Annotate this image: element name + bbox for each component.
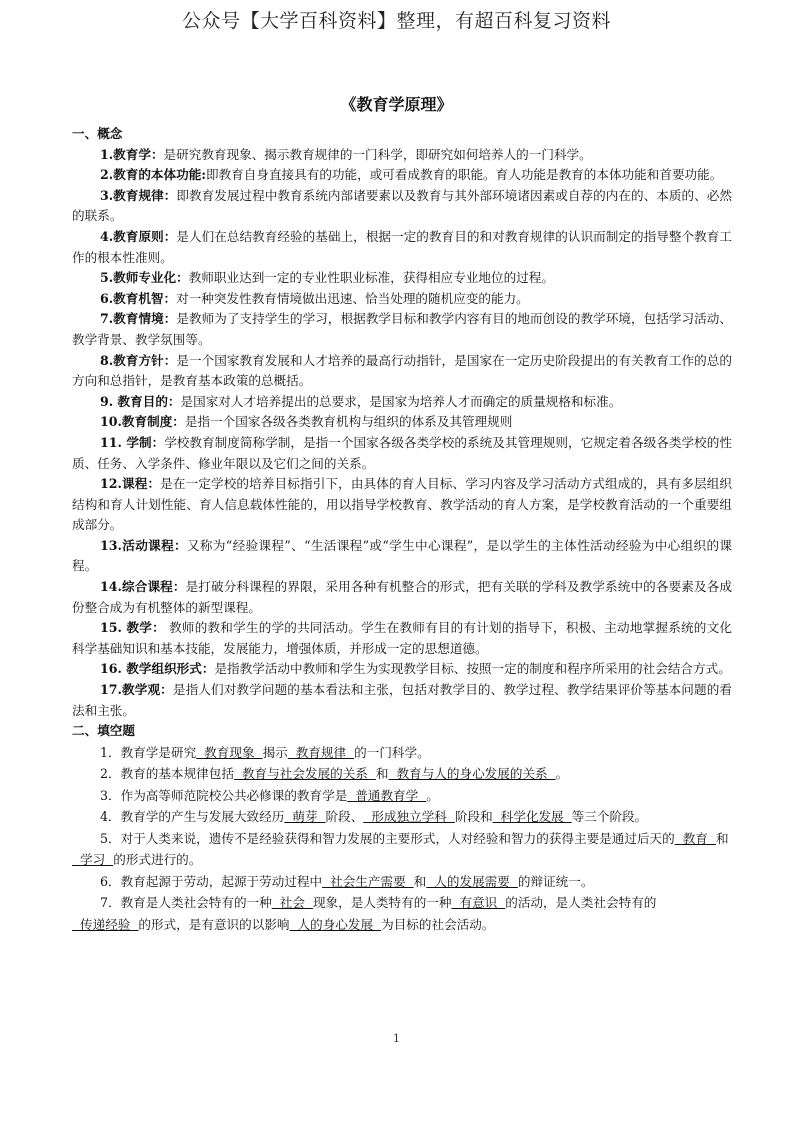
definition-separator: ：	[150, 146, 164, 162]
question-text: 6．教育起源于劳动，起源于劳动过程中	[100, 873, 323, 889]
fill-blank-question	[72, 763, 732, 785]
definition-text: 是在一定学校的培养目标指引下，由具体的育人目标、学习内容及学习活动方式组成的，具有多层组织结构和育人计划性能、育人信息载体性能的，用以指导学校教育、教学活动的育人方案，是学校教育活动的一个重要组成部分。	[72, 476, 733, 533]
definition-separator: ：	[172, 414, 185, 430]
definition-term: 4.教育原则	[100, 228, 164, 244]
question-text: 1．教育学是研究	[100, 744, 197, 760]
document-title: 《教育学原理》	[340, 95, 453, 114]
fill-blank-question	[72, 828, 732, 871]
definition-term: 3.教育规律	[100, 187, 164, 203]
answer-blank: 教育与社会发展的关系	[233, 766, 376, 782]
definition-item	[72, 433, 732, 474]
answer-blank: 科学化发展	[492, 809, 572, 825]
definition-item	[72, 186, 732, 227]
answer-blank: 人的身心发展	[289, 916, 382, 932]
page-number: 1	[393, 1032, 400, 1045]
answer-blank: 社会	[271, 895, 313, 911]
question-text: 的一门科学。	[354, 744, 430, 760]
question-text: 的形式，是有意识的以影响	[138, 916, 290, 932]
definition-term: 10.教育制度	[100, 414, 173, 430]
definition-separator: ：	[174, 537, 187, 553]
answer-blank: 学习	[72, 852, 114, 868]
definition-term: 8.教育方针	[100, 352, 164, 368]
definition-separator: ：	[160, 682, 173, 698]
definition-term: 12.课程	[100, 476, 148, 492]
definition-separator: ：	[163, 290, 177, 306]
question-text: 阶段、	[325, 809, 364, 825]
definition-text: 即教育自身直接具有的功能，或可看成教育的职能。育人功能是教育的本体功能和首要功能。	[205, 167, 723, 183]
definition-term: 11. 学制	[100, 434, 152, 450]
answer-blank: 教育现象	[196, 744, 263, 760]
definition-item	[72, 289, 732, 310]
definition-term: 16. 教学组织形式	[100, 661, 202, 677]
definition-term: 13.活动课程	[100, 537, 175, 553]
fill-blank-question	[72, 785, 732, 807]
definition-text: 教师职业达到一定的专业性职业标准，获得相应专业地位的过程。	[188, 270, 554, 286]
answer-blank: 普通教育学	[347, 787, 427, 803]
answer-blank: 教育与人的身心发展的关系	[388, 766, 556, 782]
answer-blank: 社会生产需要	[322, 873, 414, 889]
definition-text: 是一个国家教育发展和人才培养的最高行动指针，是国家在一定历史阶段提出的有关教育工作的总的方向和总指针，是教育基本政策的总概括。	[72, 352, 733, 389]
question-text: 的活动，是人类社会特有的	[505, 895, 657, 911]
answer-blank: 形成独立学科	[363, 809, 455, 825]
definition-item	[72, 536, 732, 577]
definition-term: 7.教育情境	[100, 311, 164, 327]
definition-separator: ：	[163, 311, 177, 327]
fill-blank-question	[72, 806, 732, 828]
definition-term: 17.教学观	[100, 682, 161, 698]
definition-item	[72, 165, 732, 186]
question-text: 。	[555, 766, 569, 782]
answer-blank: 教育规律	[287, 744, 355, 760]
question-text: 等三个阶段。	[571, 809, 648, 825]
question-text: 的辩证统一。	[517, 873, 594, 889]
definition-item	[72, 268, 732, 289]
definition-text: 又称为“经验课程”、“生活课程”或“学生中心课程”，是以学生的主体性活动经验为中心组织的课程。	[72, 537, 733, 574]
definition-term: 14.综合课程	[100, 579, 173, 595]
definition-separator: ：	[163, 228, 177, 244]
definition-separator: ：	[201, 661, 215, 677]
definition-item	[72, 412, 732, 433]
definition-separator: ：	[172, 579, 186, 595]
answer-blank: 传递经验	[72, 916, 139, 932]
definition-text: 是指人们对教学问题的基本看法和主张，包括对教学目的、教学过程、教学结果评价等基本问题的看法和主张。	[72, 682, 732, 718]
question-text: 现象，是人类特有的一种	[312, 895, 452, 911]
definition-separator: :	[201, 167, 206, 183]
page-header: 公众号【大学百科资料】整理，有超百科复习资料	[181, 10, 611, 32]
fill-blank-question	[72, 871, 732, 893]
definition-item	[72, 474, 732, 536]
answer-blank: 人的发展需要	[426, 873, 518, 889]
definition-item	[72, 577, 732, 618]
definition-item	[72, 680, 732, 721]
question-text: 3．作为高等师范院校公共必修课的教育学是	[100, 787, 348, 803]
definition-separator: ：	[167, 393, 181, 409]
definition-item	[72, 618, 732, 659]
definition-term: 15. 教学	[100, 620, 153, 636]
definition-term: 9. 教育目的	[100, 393, 168, 409]
definition-separator: ：	[151, 434, 165, 450]
definition-term: 2.教育的本体功能	[100, 167, 202, 183]
definition-text: 对一种突发性教育情境做出迅速、恰当处理的随机应变的能力。	[176, 290, 529, 306]
question-text: 5．对于人类来说，遗传不是经验获得和智力发展的主要形式，人对经验和智力的获得主要是通过后天的	[100, 830, 675, 846]
answer-blank: 有意识	[451, 895, 506, 911]
question-text: 。	[426, 787, 439, 803]
question-text: 7．教育是人类社会特有的一种	[100, 895, 272, 911]
question-text: 和	[715, 830, 729, 846]
definition-text: 是打破分科课程的界限，采用各种有机整合的形式，把有关联的学科及教学系统中的各要素及各成份整合成为有机整体的新型课程。	[72, 579, 733, 615]
definition-text: 是人们在总结教育经验的基础上，根据一定的教育目的和对教育规律的认识而制定的指导整个教育工作的根本性准则。	[72, 228, 733, 265]
definition-separator: ：	[152, 620, 165, 636]
definition-item	[72, 351, 732, 392]
definition-list	[72, 145, 732, 722]
question-text: 4．教育学的产生与发展大致经历	[100, 809, 285, 825]
section-heading-concepts: 一、概念	[72, 126, 123, 141]
document-body	[72, 124, 732, 935]
answer-blank: 教育	[674, 830, 716, 846]
question-text: 为目标的社会活动。	[381, 916, 495, 932]
definition-separator: ：	[176, 270, 189, 286]
definition-text: 教师的教和学生的学的共同活动。学生在教师有目的有计划的指导下，积极、主动地掌握系统的文化科学基础知识和基本技能，发展能力，增强体质，并形成一定的思想道德。	[72, 620, 733, 656]
definition-text: 是指教学活动中教师和学生为实现教学目标、按照一定的制度和程序所采用的社会结合方式。	[214, 661, 731, 677]
definition-text: 学校教育制度简称学制，是指一个国家各级各类学校的系统及其管理规则，它规定着各级各类学校的性质、任务、入学条件、修业年限以及它们之间的关系。	[72, 434, 733, 471]
fill-blank-question	[72, 892, 732, 935]
definition-item	[72, 227, 732, 268]
answer-blank: 萌芽	[284, 809, 326, 825]
definition-item	[72, 392, 732, 413]
definition-item	[72, 659, 732, 680]
question-text: 的形式进行的。	[113, 852, 202, 868]
question-text: 和	[413, 873, 427, 889]
definition-separator: ：	[163, 187, 177, 203]
section-heading-fill-blanks: 二、填空题	[72, 723, 135, 739]
question-text: 2．教育的基本规律包括	[100, 766, 234, 782]
definition-text: 是研究教育现象、揭示教育规律的一门科学，即研究如何培养人的一门科学。	[163, 146, 592, 162]
question-text: 和	[375, 766, 389, 782]
definition-text: 是国家对人才培养提出的总要求，是国家为培养人才而确定的质量规格和标准。	[180, 393, 622, 409]
definition-item	[72, 145, 732, 166]
definition-text: 是指一个国家各级各类教育机构与组织的体系及其管理规则	[184, 414, 513, 430]
question-text: 阶段和	[454, 809, 493, 825]
definition-separator: ：	[163, 352, 177, 368]
question-list	[72, 742, 732, 936]
definition-term: 6.教育机智	[100, 290, 164, 306]
definition-text: 是教师为了支持学生的学习，根据教学目标和教学内容有目的地而创设的教学环境，包括学习活动、教学背景、教学氛围等。	[72, 311, 733, 347]
definition-text: 即教育发展过程中教育系统内部诸要素以及教育与其外部环境诸因素或自荐的内在的、本质的、必然的联系。	[72, 187, 733, 224]
definition-separator: ：	[147, 476, 161, 492]
definition-term: 1.教育学	[100, 146, 151, 162]
question-text: 揭示	[262, 744, 288, 760]
fill-blank-question	[72, 742, 732, 764]
definition-term: 5.教师专业化	[100, 270, 177, 286]
definition-item	[72, 309, 732, 350]
